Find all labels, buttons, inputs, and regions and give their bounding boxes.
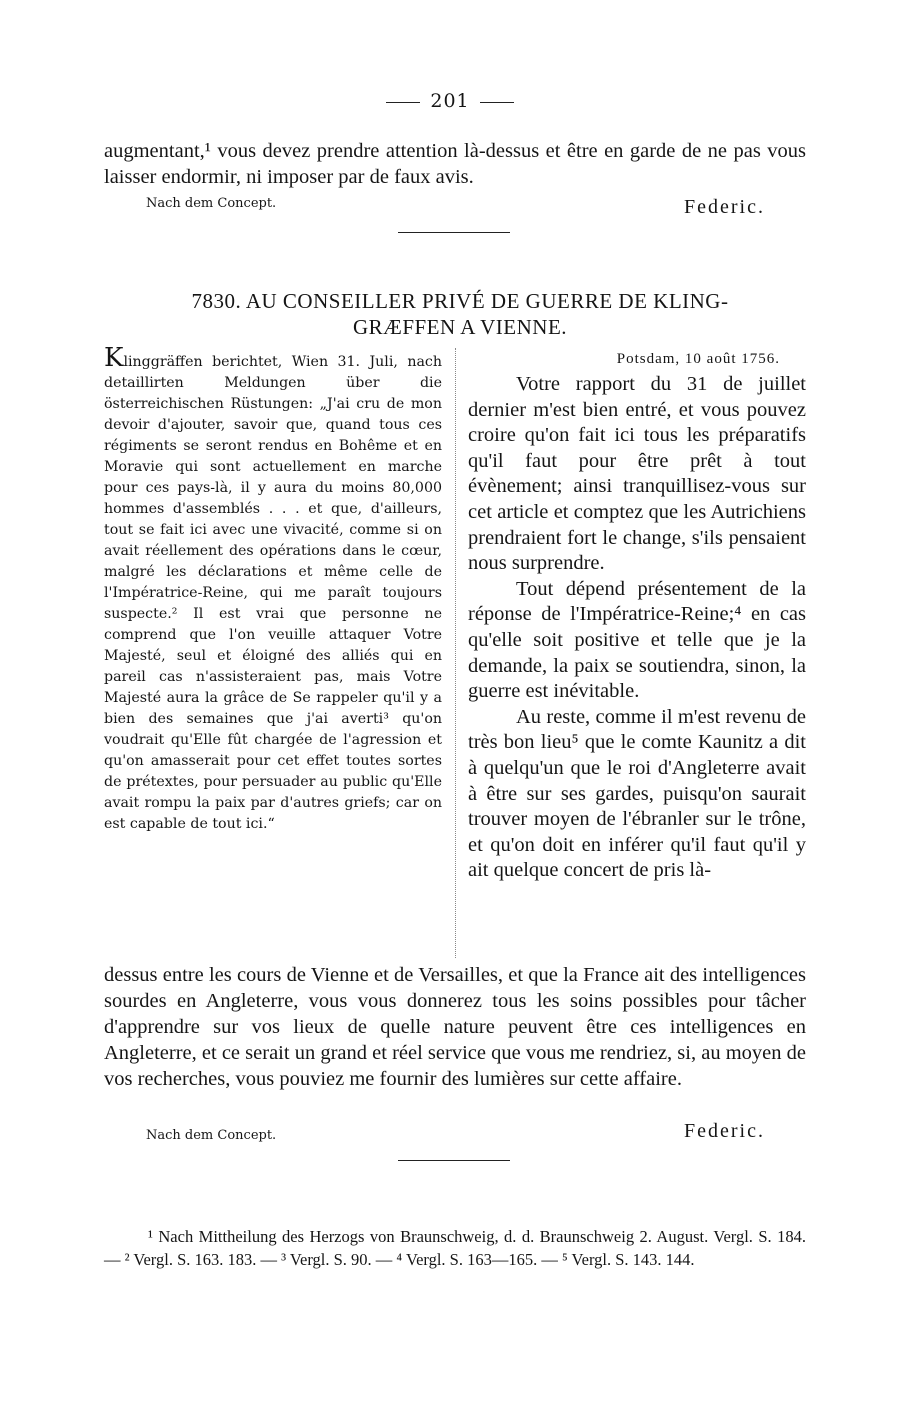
letter-column — [468, 348, 806, 884]
signature-1: Federic. — [684, 196, 765, 218]
dateline: Potsdam, 10 août 1756. — [616, 351, 780, 367]
letter-paragraph-2: Tout dépend présentement de la réponse de l'Impératrice-Reine;⁴ en cas qu'elle soit positive et telle que je la demande, la paix se soutiendra, sinon, la guerre est inévitable. — [468, 577, 806, 703]
column-separator — [455, 348, 456, 958]
letter-paragraph-3: Au reste, comme il m'est revenu de très bon lieu⁵ que le comte Kaunitz a dit à quelqu'un que le roi d'Angleterre avait à être sur ses gardes, puisqu'on saurait trouver moyen de l'ébranler sur le trône, et qu'on doit en inférer qu'il faut qu'il y ait quelque concert de pris là- — [468, 705, 806, 882]
report-summary-text: linggräffen berichtet, Wien 31. Juli, nach detaillirten Meldungen über die österreichischen Rüstungen: „J'ai cru de mon devoir d'ajouter, savoir que, quand tous ces régiments se seront rendus en Bohême et en Moravie qui sont actuellement en marche pour ces pays-là, il y aura du moins 80,000 hommes d'assemblés . . . et que, d'ailleurs, tout se fait ici avec une vivacité, comme si on avait réellement des opérations dans le cœur, malgré les déclarations et même celle de l'Impératrice-Reine, qui me paraît toujours suspecte.² Il est vrai que personne ne comprend que l'on veuille attaquer Votre Majesté, seul et éloigné des alliés qui en pareil cas n'assisteraient pas, mais Votre Majesté aura la grâce de Se rappeler qu'il y a bien des semaines que j'ai averti³ qu'on voudrait qu'Elle fût chargée de l'agression et qu'on amasserait pour cet effet toutes sortes de prétextes, pour persuader au public qu'Elle avait rompu la paix par d'autres griefs; car on est capable de tout ici.“ — [104, 354, 442, 832]
section-divider-1 — [398, 232, 510, 233]
signature-2: Federic. — [684, 1120, 765, 1142]
letter-continuation-text: dessus entre les cours de Vienne et de Versailles, et que la France ait des intelligences sourdes en Angleterre, vous vous donnerez tous les soins possibles pour tâcher d'apprendre sur vos lieux de quelle nature peuvent être ces intelligences en Angleterre, et ce serait un grand et réel service que vous me rendriez, si, au moyen de vos recherches, vous pouviez me fournir des lumières sur cette affaire. — [104, 964, 806, 1090]
page-header — [0, 90, 900, 112]
page-number: 201 — [430, 90, 470, 112]
footnote-text: ¹ Nach Mittheilung des Herzogs von Braunschweig, d. d. Braunschweig 2. August. Vergl. S. 184. — ² Vergl. S. 163. 183. — ³ Vergl. S. 90. — ⁴ Vergl. S. 163—165. — ⁵ Vergl. S. 143. 144. — [104, 1227, 806, 1269]
header-rule-right — [480, 102, 514, 103]
letter-heading-line2: GRÆFFEN A VIENNE. — [352, 315, 568, 339]
initial-letter: K — [104, 343, 124, 373]
header-rule-left — [386, 102, 420, 103]
letter-paragraph-1: Votre rapport du 31 de juillet dernier m'est bien entré, et vous pouvez croire qu'on fait ici tous les préparatifs qu'il faut pour être prêt à tout évènement; ainsi tranquillisez-vous sur cet article et comptez que les Autrichiens prendraient fort le change, s'ils pensaient nous surprendre. — [468, 373, 806, 575]
section-divider-2 — [398, 1160, 510, 1161]
continuation-paragraph: augmentant,¹ vous devez prendre attention là-dessus et être en garde de ne pas vous laisser endormir, ni imposer par de faux avis. — [104, 140, 806, 188]
source-note-2: Nach dem Concept. — [146, 1128, 277, 1143]
source-note-1: Nach dem Concept. — [146, 196, 277, 211]
letter-heading-line1: 7830. AU CONSEILLER PRIVÉ DE GUERRE DE KLING- — [191, 289, 729, 313]
letter-continuation — [104, 962, 806, 1092]
report-summary-column — [104, 343, 442, 835]
footnotes — [104, 1225, 806, 1271]
